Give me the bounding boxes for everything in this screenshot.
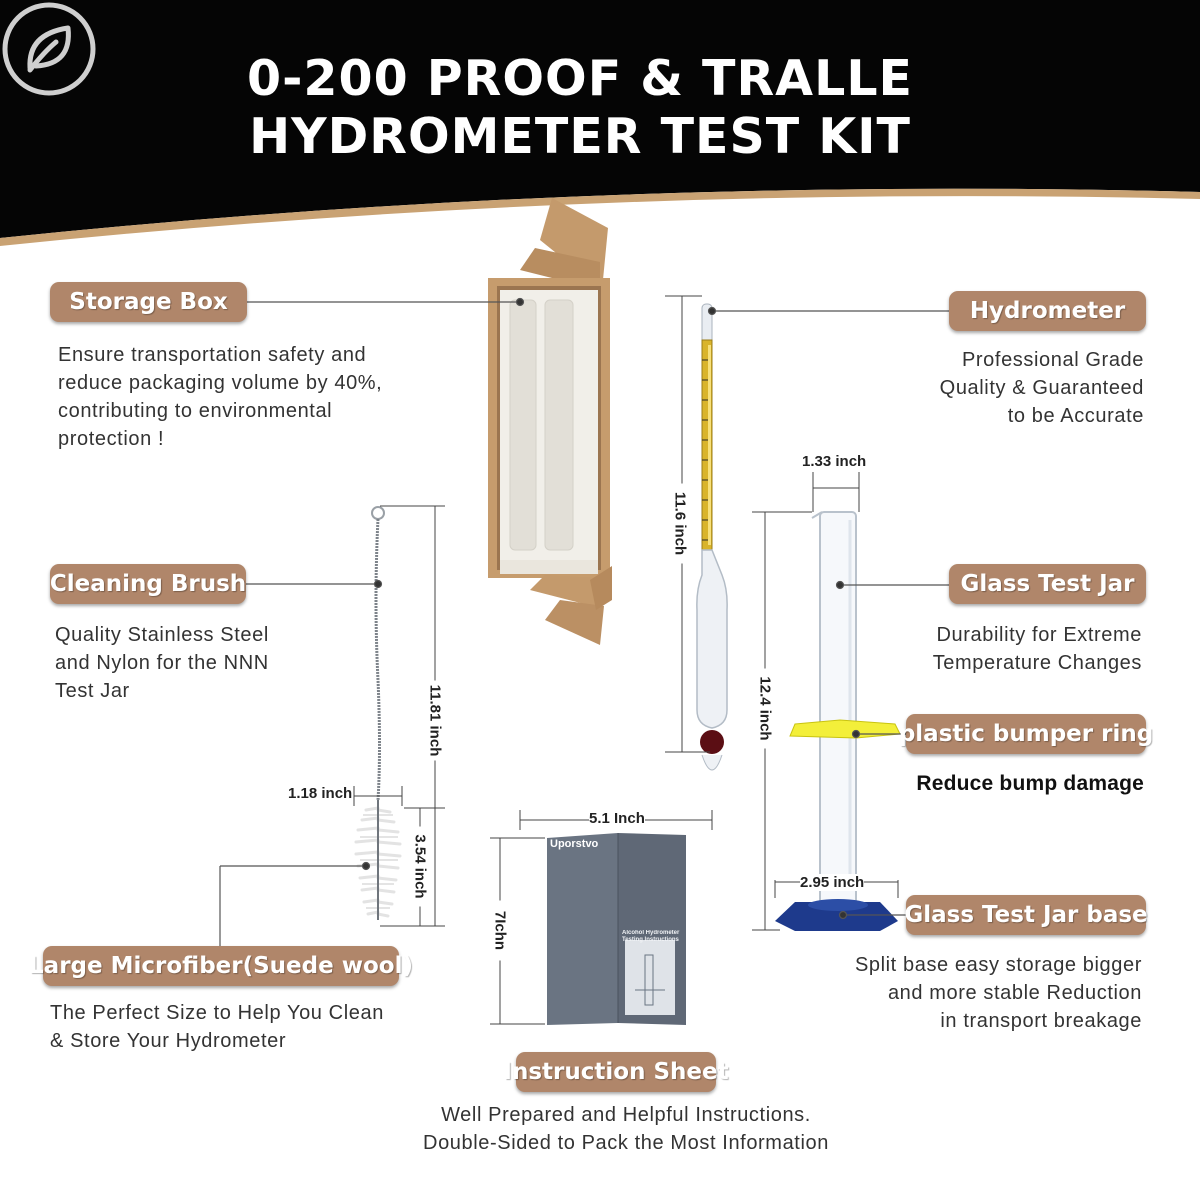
brush-width-label: 1.18 inch <box>288 785 353 802</box>
hydrometer-image <box>697 304 727 770</box>
storage-box-desc-line: protection ! <box>58 428 165 450</box>
microfiber-description <box>50 999 430 1055</box>
hydrometer-desc-line: Quality & Guaranteed <box>939 377 1144 399</box>
brush-head-length-label: 3.54 inch <box>412 827 429 907</box>
cleaning-brush-label: Cleaning Brush <box>50 564 246 604</box>
hydrometer-desc-line: to be Accurate <box>1007 405 1144 427</box>
hydrometer-description <box>880 346 1144 430</box>
title-line-2: HYDROMETER TEST KIT <box>249 108 911 165</box>
jar-base-label: Glass Test Jar base <box>906 895 1146 935</box>
glass-test-jar-description <box>880 621 1142 677</box>
glass-test-jar-label: Glass Test Jar <box>949 564 1146 604</box>
hydrometer-label: Hydrometer <box>949 291 1146 331</box>
jar-base-description <box>820 951 1142 1035</box>
hydrometer-desc-line: Professional Grade <box>961 349 1144 371</box>
jar-base-desc-line: and more stable Reduction <box>887 982 1142 1004</box>
bumper-ring-label: plastic bumper ring <box>906 714 1146 754</box>
cleaning-brush-description <box>55 621 315 705</box>
cleaning-brush-desc-line: Quality Stainless Steel <box>55 624 269 646</box>
microfiber-desc-line: The Perfect Size to Help You Clean <box>50 1002 384 1024</box>
cleaning-brush-desc-line: and Nylon for the NNN <box>55 652 269 674</box>
cleaning-brush-image <box>356 507 400 920</box>
storage-box-desc-line: Ensure transportation safety and <box>58 344 367 366</box>
storage-box-desc-line: contributing to environmental <box>58 400 333 422</box>
instruction-sheet-desc-line: Double-Sided to Pack the Most Information <box>423 1132 829 1154</box>
jar-base-desc-line: Split base easy storage bigger <box>854 954 1142 976</box>
jar-diameter-label: 1.33 inch <box>802 453 867 470</box>
storage-box-description <box>58 341 418 453</box>
jar-height-label: 12.4 inch <box>757 669 774 749</box>
sheet-diagram-title-line-1: Alcohol Hydrometer <box>622 930 680 936</box>
sheet-height-label: 7Ichn <box>492 901 509 961</box>
cleaning-brush-desc-line: Test Jar <box>55 680 130 702</box>
hydrometer-height-label: 11.6 inch <box>672 484 689 564</box>
glass-jar-desc-line: Durability for Extreme <box>936 624 1142 646</box>
storage-box-label: Storage Box <box>50 282 247 322</box>
sheet-brand: Uporstvo <box>550 838 599 850</box>
instruction-sheet-description <box>380 1101 872 1157</box>
jar-base-desc-line: in transport breakage <box>940 1010 1142 1032</box>
title-line-1: 0-200 PROOF & TRALLE <box>246 50 914 107</box>
bumper-ring-description: Reduce bump damage <box>916 772 1144 795</box>
brush-length-label: 11.81 inch <box>427 681 444 761</box>
base-width-label: 2.95 inch <box>800 874 865 891</box>
instruction-sheet-label: Instruction Sheet <box>516 1052 716 1092</box>
sheet-left-page <box>550 838 616 1018</box>
sheet-diagram-title-line-2: Testing Instructions <box>622 937 679 943</box>
storage-box-image <box>488 198 612 645</box>
microfiber-desc-line: & Store Your Hydrometer <box>50 1030 287 1052</box>
microfiber-label: Large Microfiber(Suede wool) <box>43 946 399 986</box>
sheet-width-label: 5.1 Inch <box>589 810 645 827</box>
glass-jar-desc-line: Temperature Changes <box>932 652 1142 674</box>
instruction-sheet-desc-line: Well Prepared and Helpful Instructions. <box>441 1104 811 1126</box>
glass-jar-image <box>775 472 900 931</box>
storage-box-desc-line: reduce packaging volume by 40%, <box>58 372 383 394</box>
sheet-diagram-title <box>622 930 684 950</box>
